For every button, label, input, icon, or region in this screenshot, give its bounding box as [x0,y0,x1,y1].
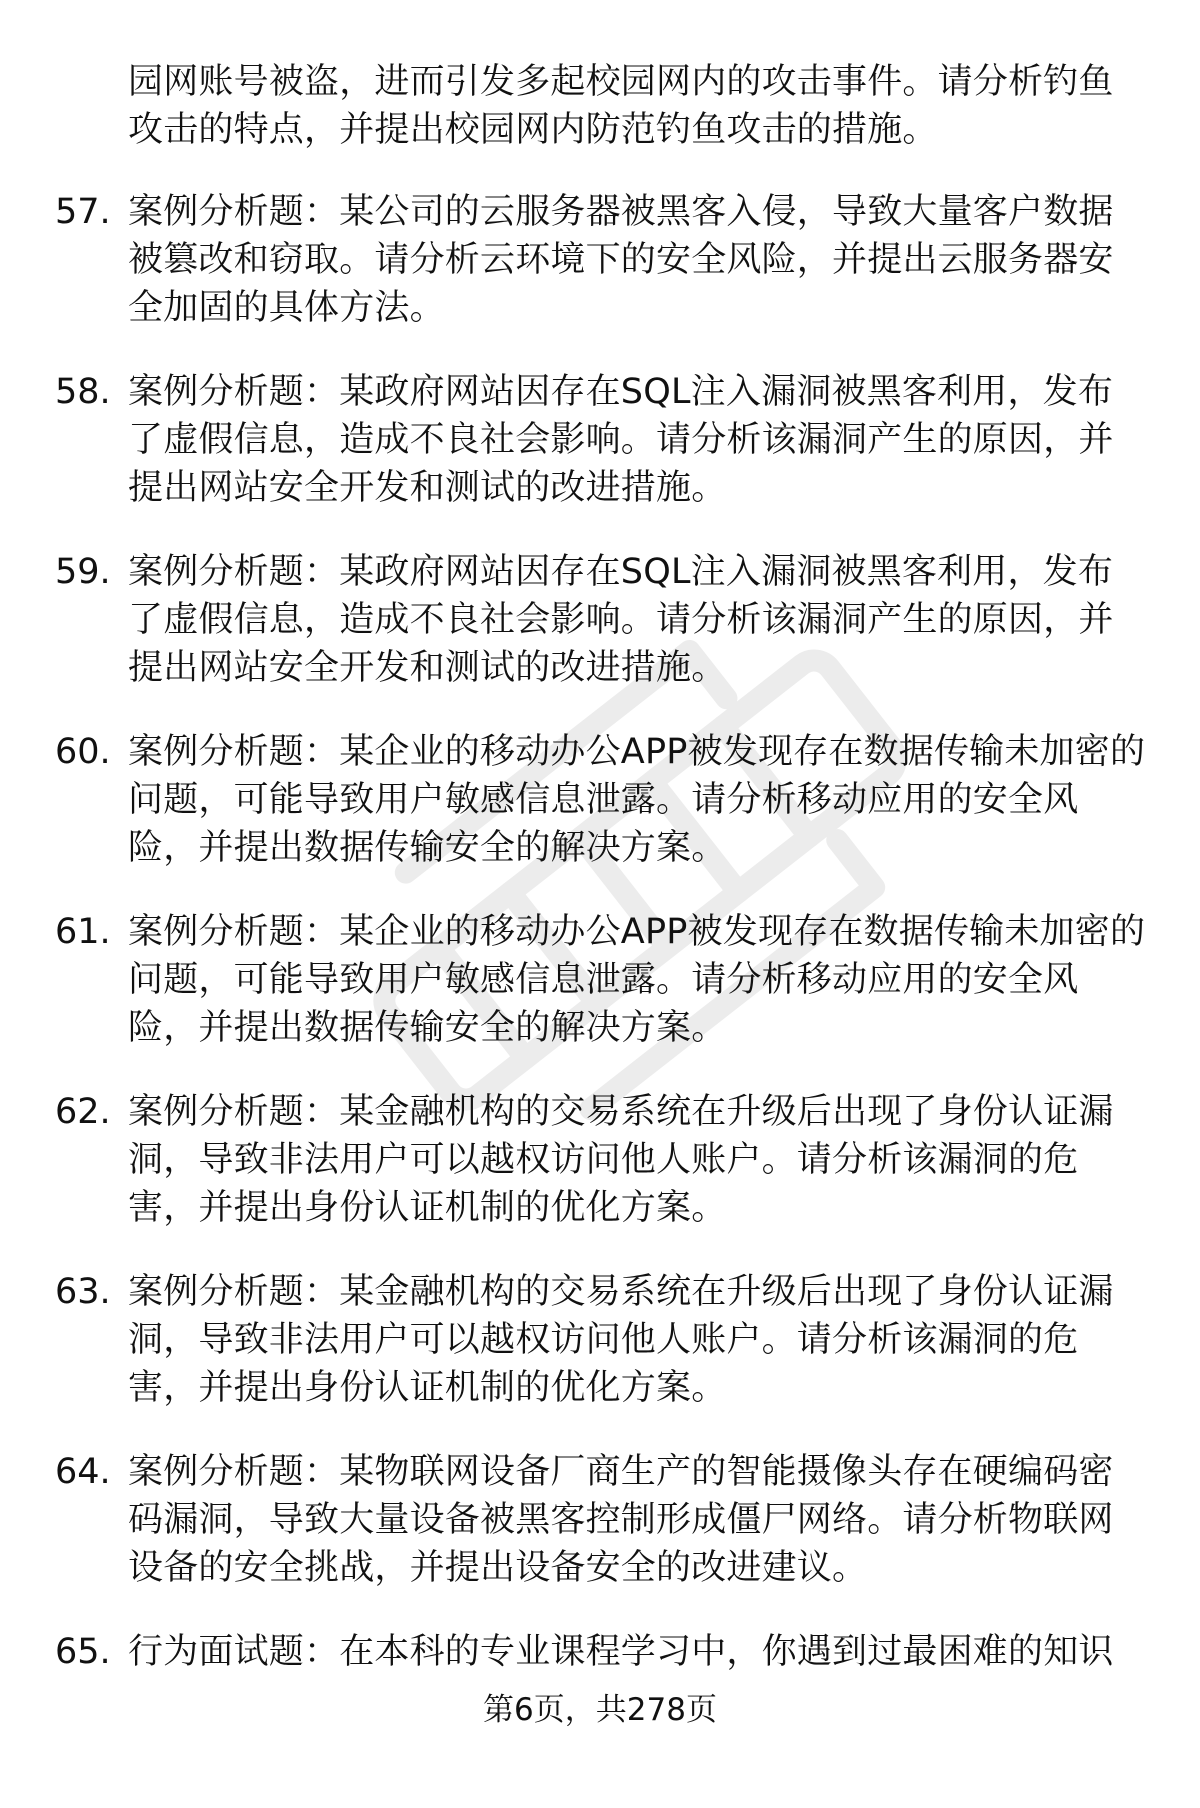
list-item [0,1088,1200,1268]
question-text: 行为面试题：在本科的专业课程学习中，你遇到过最困难的知识 [128,1632,1114,1672]
list-item [0,908,1200,1088]
question-number: 63. [55,1272,111,1312]
question-number: 61. [55,912,111,952]
question-text: 案例分析题：某企业的移动办公APP被发现存在数据传输未加密的问题，可能导致用户敏感信息泄露。请分析移动应用的安全风险，并提出数据传输安全的解决方案。 [128,732,1146,868]
question-number: 58. [55,372,111,412]
question-text: 案例分析题：某金融机构的交易系统在升级后出现了身份认证漏洞，导致非法用户可以越权访问他人账户。请分析该漏洞的危害，并提出身份认证机制的优化方案。 [128,1272,1114,1408]
list-item [0,1268,1200,1448]
page-footer: 第6页，共278页 [483,1692,717,1728]
list-item [0,368,1200,548]
question-text: 案例分析题：某政府网站因存在SQL注入漏洞被黑客利用，发布了虚假信息，造成不良社会影响。请分析该漏洞产生的原因，并提出网站安全开发和测试的改进措施。 [128,552,1114,688]
question-text: 案例分析题：某金融机构的交易系统在升级后出现了身份认证漏洞，导致非法用户可以越权访问他人账户。请分析该漏洞的危害，并提出身份认证机制的优化方案。 [128,1092,1114,1228]
question-number: 59. [55,552,111,592]
question-text: 案例分析题：某企业的移动办公APP被发现存在数据传输未加密的问题，可能导致用户敏感信息泄露。请分析移动应用的安全风险，并提出数据传输安全的解决方案。 [128,912,1146,1048]
continuation-paragraph: 园网账号被盗，进而引发多起校园网内的攻击事件。请分析钓鱼攻击的特点，并提出校园网内防范钓鱼攻击的措施。 [128,62,1114,150]
question-text: 案例分析题：某政府网站因存在SQL注入漏洞被黑客利用，发布了虚假信息，造成不良社会影响。请分析该漏洞产生的原因，并提出网站安全开发和测试的改进措施。 [128,372,1114,508]
question-number: 62. [55,1092,111,1132]
question-list [0,188,1200,1808]
list-item [0,188,1200,368]
list-item [0,1448,1200,1628]
question-number: 60. [55,732,111,772]
question-number: 57. [55,192,111,232]
question-text: 案例分析题：某物联网设备厂商生产的智能摄像头存在硬编码密码漏洞，导致大量设备被黑客控制形成僵尸网络。请分析物联网设备的安全挑战，并提出设备安全的改进建议。 [128,1452,1114,1588]
list-item [0,548,1200,728]
question-number: 64. [55,1452,111,1492]
list-item [0,728,1200,908]
question-text: 案例分析题：某公司的云服务器被黑客入侵，导致大量客户数据被篡改和窃取。请分析云环境下的安全风险，并提出云服务器安全加固的具体方法。 [128,192,1114,328]
question-number: 65. [55,1632,111,1672]
